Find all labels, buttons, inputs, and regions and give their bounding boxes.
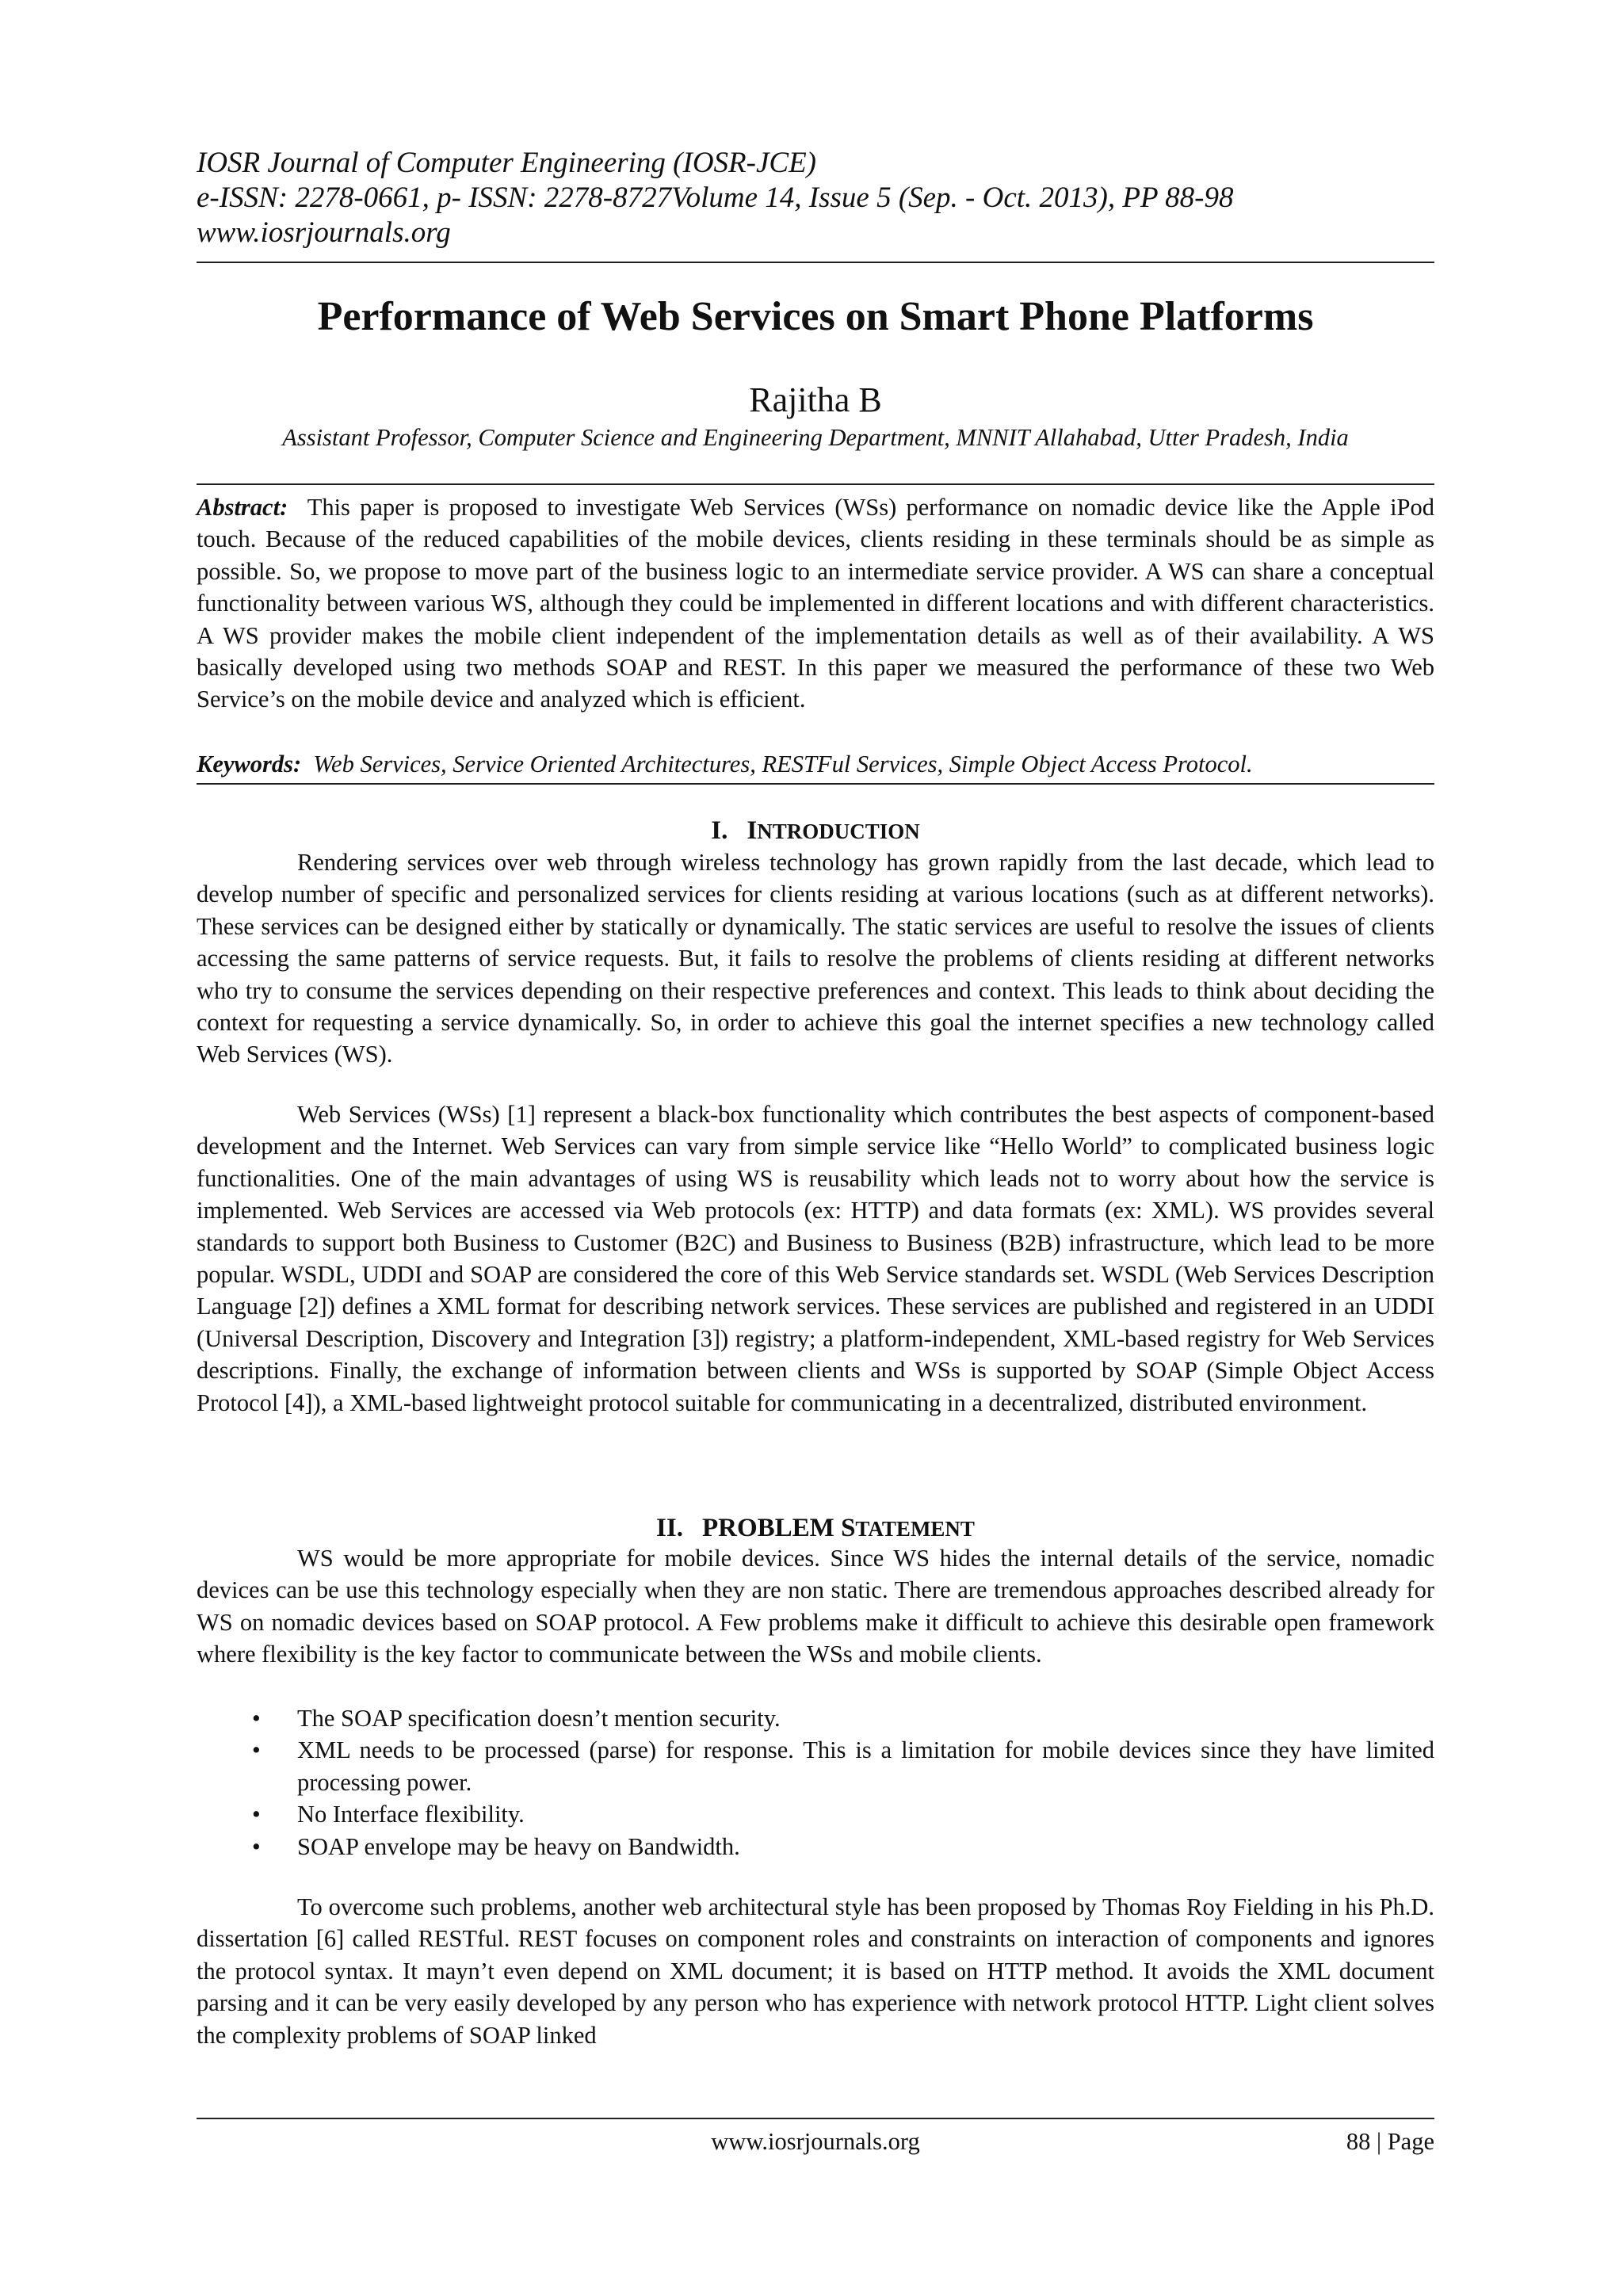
section-title-rest: NTRODUCTION bbox=[757, 819, 920, 843]
list-item bbox=[197, 1831, 1434, 1862]
section-title-rest: TATEMENT bbox=[855, 1517, 975, 1541]
page-number: 88 | Page bbox=[1346, 2128, 1434, 2155]
footer-rule bbox=[197, 2118, 1434, 2119]
list-item-text: No Interface flexibility. bbox=[297, 1801, 525, 1828]
list-item-text: SOAP envelope may be heavy on Bandwidth. bbox=[297, 1832, 740, 1860]
section-heading-problem-statement bbox=[197, 1511, 1434, 1546]
list-item-text: XML needs to be processed (parse) for response. This is a limitation for mobile devices since they have limited processing power. bbox=[297, 1736, 1434, 1796]
list-item bbox=[197, 1734, 1434, 1798]
journal-website: www.iosrjournals.org bbox=[197, 216, 451, 249]
section-title-initial: S bbox=[841, 1514, 856, 1542]
journal-name: IOSR Journal of Computer Engineering (IOSR-JCE) bbox=[197, 147, 816, 179]
section-number: I. bbox=[711, 816, 728, 845]
intro-paragraph-2: Web Services (WSs) [1] represent a black-box functionality which contributes the best aspects of component-based development and the Internet. Web Services can vary from simple service like “Hello World” to complicated business logic functionalities. One of the main advantages of using WS is reusability which leads not to worry about how the service is implemented. Web Services are accessed via Web protocols (ex: HTTP) and data formats (ex: XML). WS provides several standards to support both Business to Customer (B2C) and Business to Business (B2B) infrastructure, which lead to be more popular. WSDL, UDDI and SOAP are considered the core of this Web Service standards set. WSDL (Web Services Description Language [2]) defines a XML format for describing network services. These services are published and registered in an UDDI (Universal Description, Discovery and Integration [3]) registry; a platform-independent, XML-based registry for Web Services descriptions. Finally, the exchange of information between clients and WSs is supported by SOAP (Simple Object Access Protocol [4]), a XML-based lightweight protocol suitable for communicating in a decentralized, distributed environment. bbox=[197, 1101, 1434, 1416]
list-item bbox=[197, 1702, 1434, 1734]
keywords bbox=[197, 748, 1434, 780]
author-affiliation: Assistant Professor, Computer Science and Engineering Department, MNNIT Allahabad, Utter Pradesh, India bbox=[282, 424, 1349, 451]
section-title-initial: I bbox=[747, 816, 758, 845]
problem-closing-paragraph: To overcome such problems, another web architectural style has been proposed by Thomas Roy Fielding in his Ph.D. dissertation [6] called RESTful. REST focuses on component roles and constraints on interaction of components and ignores the protocol syntax. It mayn’t even depend on XML document; it is based on HTTP method. It avoids the XML document parsing and it can be very easily developed by any person who has experience with network protocol HTTP. Light client solves the complexity problems of SOAP linked bbox=[197, 1893, 1434, 2049]
abstract-text: This paper is proposed to investigate Web Services (WSs) performance on nomadic device like the Apple iPod touch. Because of the reduced capabilities of the mobile devices, clients residing in these terminals should be as simple as possible. So, we propose to move part of the business logic to an intermediate service provider. A WS can share a conceptual functionality between various WS, although they could be implemented in different locations and with different characteristics. A WS provider makes the mobile client independent of the implementation details as well as of their availability. A WS basically developed using two methods SOAP and REST. In this paper we measured the performance of these two Web Service’s on the mobile device and analyzed which is efficient. bbox=[197, 494, 1435, 713]
bullet-icon: • bbox=[252, 1705, 261, 1732]
section-number: II. bbox=[656, 1514, 683, 1542]
keywords-label: Keywords: bbox=[197, 751, 302, 777]
abstract-top-rule bbox=[197, 483, 1434, 485]
journal-issn: e-ISSN: 2278-0661, p- ISSN: 2278-8727Volume 14, Issue 5 (Sep. - Oct. 2013), PP 88-98 bbox=[197, 181, 1234, 214]
abstract bbox=[197, 491, 1434, 716]
bullet-icon: • bbox=[252, 1801, 261, 1828]
paper-title: Performance of Web Services on Smart Phone Platforms bbox=[317, 294, 1314, 339]
bullet-icon: • bbox=[252, 1832, 261, 1860]
list-item bbox=[197, 1798, 1434, 1830]
journal-header bbox=[197, 146, 1434, 250]
list-item-text: The SOAP specification doesn’t mention security. bbox=[297, 1705, 781, 1732]
section-title-word: PROBLEM bbox=[701, 1514, 834, 1542]
bullet-icon: • bbox=[252, 1736, 261, 1764]
author-name: Rajitha B bbox=[749, 380, 882, 419]
problem-intro-paragraph: WS would be more appropriate for mobile devices. Since WS hides the internal details of the service, nomadic devices can be use this technology especially when they are non static. There are tremendous approaches described already for WS on nomadic devices based on SOAP protocol. A Few problems make it difficult to achieve this desirable open framework where flexibility is the key factor to communicate between the WSs and mobile clients. bbox=[197, 1545, 1434, 1668]
header-rule bbox=[197, 262, 1434, 263]
section-heading-introduction bbox=[197, 813, 1434, 849]
abstract-bottom-rule bbox=[197, 783, 1434, 785]
keywords-text: Web Services, Service Oriented Architectures, RESTFul Services, Simple Object Access Protocol. bbox=[313, 751, 1253, 777]
problem-list bbox=[197, 1702, 1434, 1862]
footer-url: www.iosrjournals.org bbox=[711, 2128, 920, 2155]
abstract-label: Abstract: bbox=[197, 494, 288, 521]
intro-paragraph-1: Rendering services over web through wireless technology has grown rapidly from the last decade, which lead to develop number of specific and personalized services for clients residing at various locations (such as at different networks). These services can be designed either by statically or dynamically. The static services are useful to resolve the issues of clients accessing the same patterns of service requests. But, it fails to resolve the problems of clients residing at different networks who try to consume the services depending on their respective preferences and context. This leads to think about deciding the context for requesting a service dynamically. So, in order to achieve this goal the internet specifies a new technology called Web Services (WS). bbox=[197, 849, 1434, 1068]
